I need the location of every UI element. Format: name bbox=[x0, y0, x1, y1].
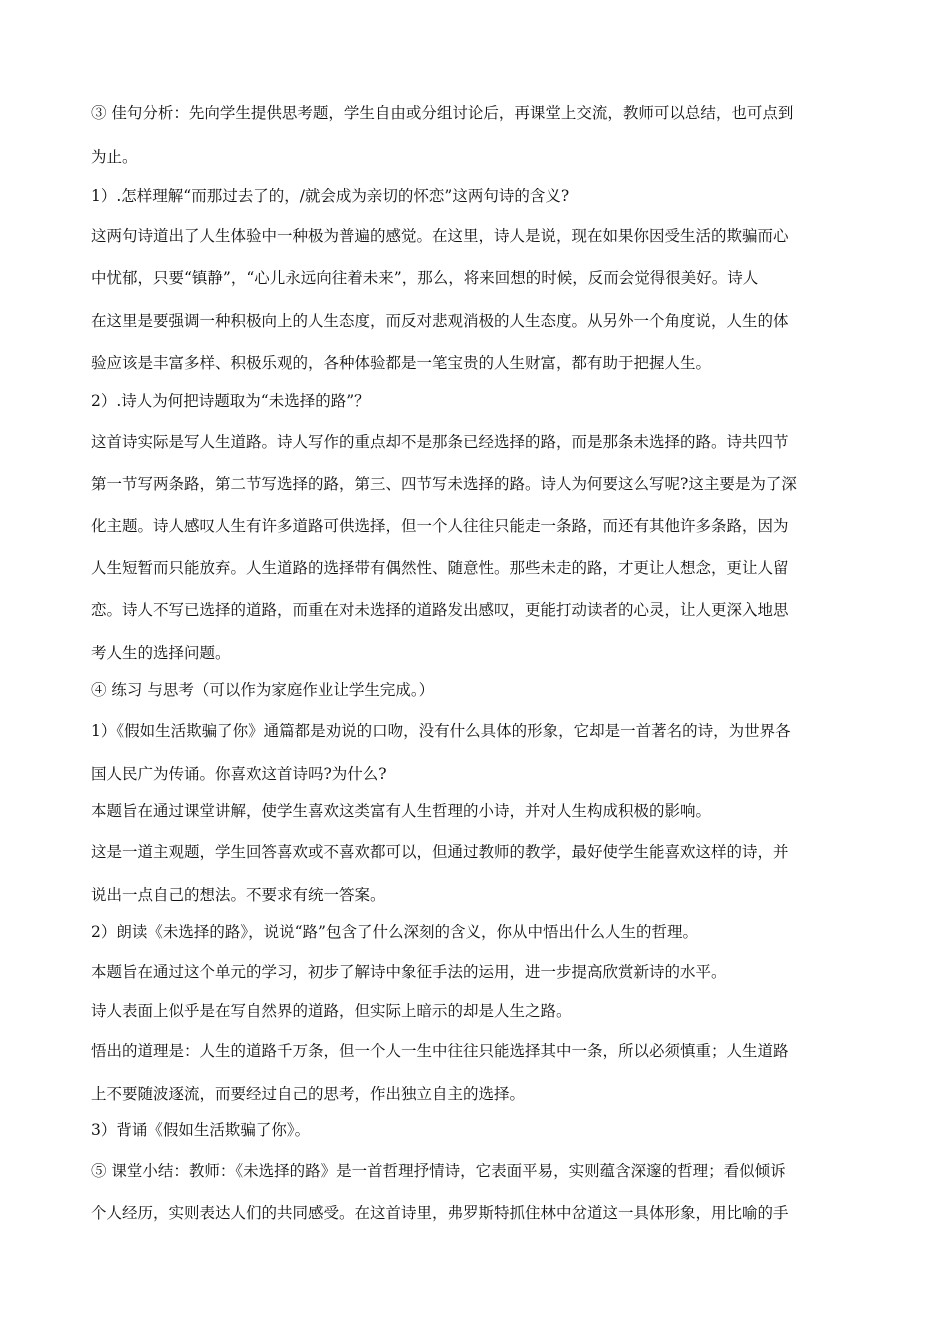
text-line: 考人生的选择问题。 bbox=[91, 644, 231, 662]
text-line: ⑤ 课堂小结：教师：《未选择的路》是一首哲理抒情诗，它表面平易，实则蕴含深邃的哲理；看似倾诉 bbox=[91, 1162, 786, 1180]
text-line: 这是一道主观题，学生回答喜欢或不喜欢都可以，但通过教师的教学，最好使学生能喜欢这样的诗，并 bbox=[91, 843, 789, 861]
text-line: 在这里是要强调一种积极向上的人生态度，而反对悲观消极的人生态度。从另外一个角度说，人生的体 bbox=[91, 312, 789, 330]
text-line: 个人经历，实则表达人们的共同感受。在这首诗里，弗罗斯特抓住林中岔道这一具体形象，用比喻的手 bbox=[91, 1204, 789, 1222]
text-line: 2）.诗人为何把诗题取为“未选择的路”？ bbox=[91, 392, 370, 410]
text-line: 验应该是丰富多样、积极乐观的，各种体验都是一笔宝贵的人生财富，都有助于把握人生。 bbox=[91, 354, 712, 372]
text-line: 悟出的道理是：人生的道路千万条，但一个人一生中往往只能选择其中一条，所以必须慎重；人生道路 bbox=[91, 1042, 789, 1060]
text-line: 中忧郁，只要“镇静”，“心儿永远向往着未来”，那么，将来回想的时候，反而会觉得很美好。诗人 bbox=[91, 269, 759, 287]
text-line: 上不要随波逐流，而要经过自己的思考，作出独立自主的选择。 bbox=[91, 1085, 526, 1103]
text-line: 本题旨在通过这个单元的学习，初步了解诗中象征手法的运用，进一步提高欣赏新诗的水平。 bbox=[91, 963, 727, 981]
text-line: ③ 佳句分析：先向学生提供思考题，学生自由或分组讨论后，再课堂上交流，教师可以总结，也可点到 bbox=[91, 104, 794, 122]
text-line: 国人民广为传诵。你喜欢这首诗吗?为什么? bbox=[91, 765, 387, 783]
text-line: 3）背诵《假如生活欺骗了你》。 bbox=[91, 1121, 311, 1139]
text-line: 恋。诗人不写已选择的道路，而重在对未选择的道路发出感叹，更能打动读者的心灵，让人更深入地思 bbox=[91, 601, 789, 619]
text-line: 说出一点自己的想法。不要求有统一答案。 bbox=[91, 886, 386, 904]
text-line: 为止。 bbox=[91, 148, 138, 166]
text-line: ④ 练习 与思考（可以作为家庭作业让学生完成。） bbox=[91, 681, 435, 699]
text-line: 2）朗读《未选择的路》，说说“路”包含了什么深刻的含义，你从中悟出什么人生的哲理。 bbox=[91, 923, 698, 941]
text-line: 这两句诗道出了人生体验中一种极为普遍的感觉。在这里，诗人是说，现在如果你因受生活的欺骗而心 bbox=[91, 227, 789, 245]
text-line: 人生短暂而只能放弃。人生道路的选择带有偶然性、随意性。那些未走的路，才更让人想念，更让人留 bbox=[91, 559, 789, 577]
text-line: 化主题。诗人感叹人生有许多道路可供选择，但一个人往往只能走一条路，而还有其他许多条路，因为 bbox=[91, 517, 789, 535]
text-line: 诗人表面上似乎是在写自然界的道路，但实际上暗示的却是人生之路。 bbox=[91, 1002, 572, 1020]
text-line: 这首诗实际是写人生道路。诗人写作的重点却不是那条已经选择的路，而是那条未选择的路。诗共四节 bbox=[91, 433, 789, 451]
text-line: 本题旨在通过课堂讲解，使学生喜欢这类富有人生哲理的小诗，并对人生构成积极的影响。 bbox=[91, 802, 712, 820]
text-line: 1）《假如生活欺骗了你》通篇都是劝说的口吻，没有什么具体的形象，它却是一首著名的诗，为世界各 bbox=[91, 722, 791, 740]
text-line: 1）.怎样理解“而那过去了的，/就会成为亲切的怀恋”这两句诗的含义? bbox=[91, 187, 570, 205]
text-line: 第一节写两条路，第二节写选择的路，第三、四节写未选择的路。诗人为何要这么写呢?这主要是为了深 bbox=[91, 475, 797, 493]
